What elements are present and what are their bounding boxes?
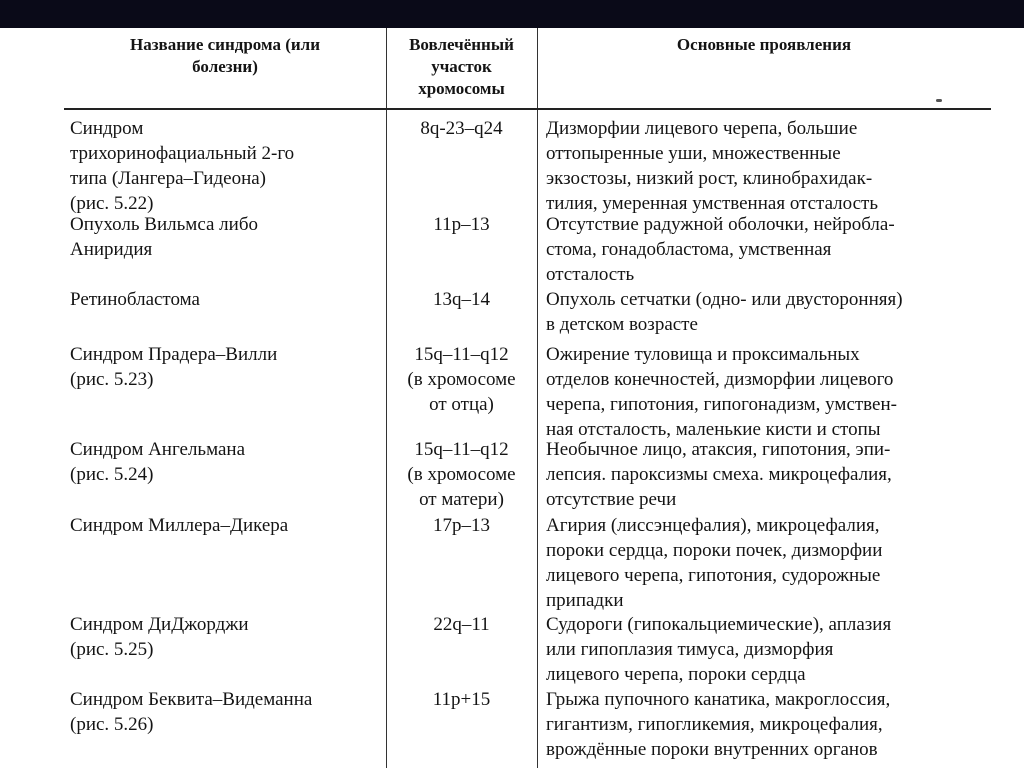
header-main-features: Основные проявления <box>676 35 852 54</box>
print-speck <box>936 99 942 102</box>
main-features: Отсутствие радужной оболочки, нейробла- стома, гонадобластома, умственная отсталость <box>546 214 895 285</box>
chromosome-region: 11p+15 <box>432 689 491 710</box>
chromosome-region: 15q–11–q12 (в хромосоме от отца) <box>407 344 516 415</box>
syndrome-name: Синдром Беквита–Видеманна (рис. 5.26) <box>70 689 313 735</box>
main-features: Грыжа пупочного канатика, макроглоссия, гигантизм, гипогликемия, микроцефалия, врождённые пороки внутренних органов <box>546 689 891 760</box>
top-dark-bar <box>0 0 1024 28</box>
syndrome-name: Ретинобластома <box>70 289 200 310</box>
main-features: Дизморфии лицевого черепа, большие оттопыренные уши, множественные экзостозы, низкий рост, клинобрахидак- тилия, умеренная умственная отсталость <box>546 118 879 214</box>
chromosome-region: 8q-23–q24 <box>420 118 503 139</box>
main-features: Ожирение туловища и проксимальных отделов конечностей, дизморфии лицевого черепа, гипотония, гипогонадизм, умствен- ная отсталость, маленькие кисти и стопы <box>546 344 897 440</box>
syndrome-name: Синдром трихоринофациальный 2-го типа (Лангера–Гидеона) (рис. 5.22) <box>70 118 295 214</box>
header-chromosome-region: Вовлечённый участок хромосомы <box>409 35 514 98</box>
chromosome-region: 15q–11–q12 (в хромосоме от матери) <box>407 439 516 510</box>
main-features: Необычное лицо, атаксия, гипотония, эпи- лепсия. пароксизмы смеха. микроцефалия, отсутствие речи <box>546 439 892 510</box>
column-divider-2 <box>537 28 538 768</box>
syndrome-name: Синдром Миллера–Дикера <box>70 515 289 536</box>
syndrome-name: Синдром ДиДжорджи (рис. 5.25) <box>70 614 249 660</box>
header-syndrome-name: Название синдрома (или болезни) <box>130 35 320 76</box>
header-rule <box>64 108 991 110</box>
syndrome-name: Синдром Ангельмана (рис. 5.24) <box>70 439 246 485</box>
syndrome-name: Опухоль Вильмса либо Аниридия <box>70 214 258 260</box>
syndrome-name: Синдром Прадера–Вилли (рис. 5.23) <box>70 344 278 390</box>
chromosome-region: 17p–13 <box>433 515 490 536</box>
chromosome-region: 11p–13 <box>433 214 490 235</box>
syndrome-table <box>64 28 991 768</box>
main-features: Судороги (гипокальциемические), аплазия или гипоплазия тимуса, дизморфия лицевого черепа, пороки сердца <box>546 614 892 685</box>
chromosome-region: 22q–11 <box>433 614 490 635</box>
chromosome-region: 13q–14 <box>433 289 490 310</box>
main-features: Агирия (лиссэнцефалия), микроцефалия, пороки сердца, пороки почек, дизморфии лицевого черепа, гипотония, судорожные припадки <box>546 515 883 611</box>
main-features: Опухоль сетчатки (одно- или двусторонняя) в детском возрасте <box>546 289 903 335</box>
